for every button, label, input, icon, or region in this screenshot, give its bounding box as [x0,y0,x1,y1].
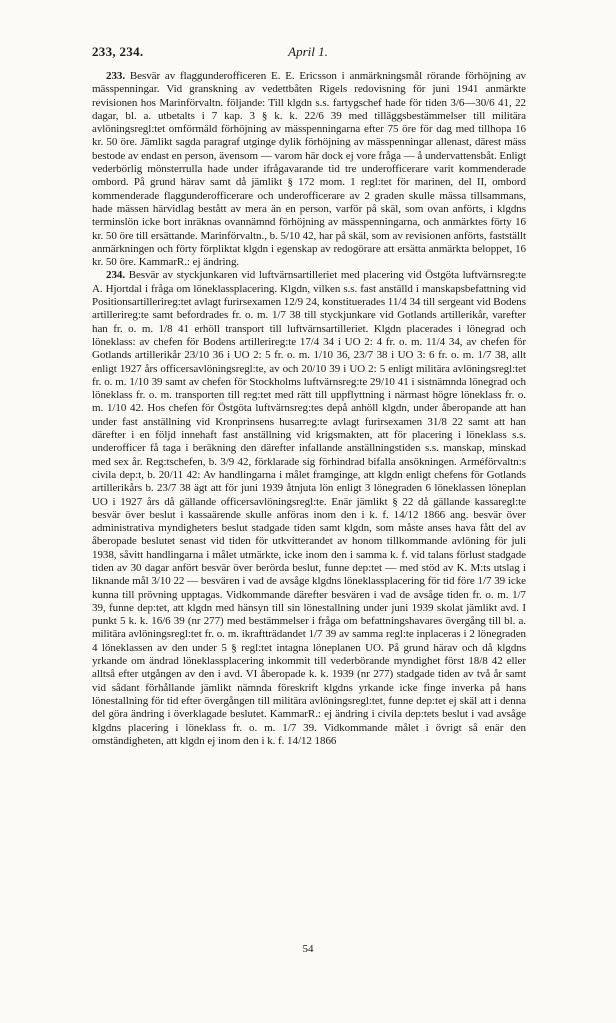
entry-234 [92,269,526,748]
section-numbers: 233, 234. [92,44,144,59]
page-header [92,44,524,62]
entry-number: 233. [106,70,126,82]
entry-233 [92,70,526,269]
entry-number: 234. [106,269,126,282]
entry-text: Besvär av flaggunderofficeren E. E. Ericsson i anmärkningsmål rörande förhöjning av mässpenningar. Vid granskning av vedettbåten Rigels redovisning för juni 1941 anmärkte revisionen hos Marinförvaltn. följande: Till klgdn s.s. fartygschef hade för tiden 3/6—30/6 41, 22 dagar, bl. a. utbetalts i 7 kap. 3 § k. k. 22/6 39 med tilläggsbestämmelser till militära avlöningsregl:tet omförmäld förhöjning av mässpenningarna efter 75 öre för dag med tillhopa 16 kr. 50 öre. Jämlikt sagda paragraf utginge dylik förhöjning av mässpenningar allenast, därest mäss bestode av endast en person, ävensom — varom här dock ej vore fråga — å undervattensbåt. Enligt vederbörlig mönsterrulla hade under ifrågavarande tid tre underofficerare varit kommenderade ombord. På grund härav samt då jämlikt § 172 mom. 1 regl:tet för marinen, del II, ombord kommenderade flaggunderofficerare och underofficerare av 2 graden skulle mässa tillsammans, hade mässen härvidlag bestått av mera än en person, varför på skäl, som ovan anförts, i klgdns terminslön icke bort inräknas ovannämnd förhöjning av mässpenningarna, och anmärktes förty 16 kr. 50 öre till ersättande. Marinförvaltn., b. 5/10 42, har på skäl, som av revisionen anförts, fastställt anmärkningen och förty förpliktat klgdn i egenskap av redogörare att ersätta anmärkta beloppet, 16 kr. 50 öre. KammarR.: ej ändring. [92,70,526,269]
entry-text: Besvär av styckjunkaren vid luftvärnsartilleriet med placering vid Östgöta luftvärnsreg:te A. Hjortdal i fråga om löneklassplacering. Klgdn, vilken s.s. fast anställd i manskapsbefattning vid Positionsartillerireg:tet avlagt furirsexamen 12/9 24, konstituerades 11/4 34 till sergeant vid Bodens artillerireg:te samt befordrades fr. o. m. 1/7 38 till styckjunkare vid Gotlands artillerikår, varefter han fr. o. m. 1/8 41 erhöll transport till luftvärnsartilleriet. Klgdn placerades i lönegrad och löneklass: av chefen för Bodens artillerireg:te 17/4 34 i UO 2: 4 fr. o. m. 11/4 34, av chefen för Gotlands artillerikår 23/10 36 i UO 2: 5 fr. o. m. 1/10 36, 23/7 38 i UO 3: 6 fr. o. m. 1/7 38, allt enligt 1927 års officersavlöningsregl:te, av och 20/10 39 i UO 2: 5 enligt militära avlöningsregl:tet fr. o. m. 1/10 39 samt av chefen för Stockholms luftvärnsreg:te 29/10 41 i sistnämnda lönegrad och löneklass fr. o. m. transporten till reg:tet med rätt till uppflyttning i närmast högre löneklass fr. o. m. 1/10 42. Hos chefen för Östgöta luftvärnsreg:tes depå anhöll klgdn, under åberopande att han under fast anställning vid Kronprinsens husarreg:te avlagt furirsexamen 31/8 22 samt att han därefter i en följd innehaft fast anställning vid krigsmakten, att för placering i löneklass s.s. underofficer få taga i beräkning den därefter infallande anställningstiden s.s. manskap, minskad med sex år. Reg:tschefen, b. 3/9 42, förklarade sig förhindrad bifalla ansökningen. Arméförvaltn:s civila dep:t, b. 20/11 42: Av handlingarna i målet framginge, att klgdn enligt chefens för Gotlands artillerikårs b. 23/7 38 ägt att för juni 1939 åtnjuta lön enligt 3 lönegraden 6 löneklassen löneplan UO i 1927 års då gällande officersavlöningsregl:te. Enär jämlikt § 22 då gällande kassaregl:te besvär över beslut i kassaärende skulle anföras inom den i k. f. 14/12 1866 ang. besvär över administrativa myndigheters beslut stadgade tiden samt klgdn, som måste anses hava fått del av åberopade beslutet senast vid tiden för utkvitterandet av honom tillkommande avlöning för juli 1938, såvitt handlingarna i målet utmärkte, icke inom den i samma k. f. vid talans förlust stadgade tiden av 30 dagar anfört besvär över berörda beslut, funne dep:tet — med stöd av K. M:ts utslag i liknande mål 3/10 22 — besvären i vad de avsåge klgdns löneklassplacering för tid före 1/7 39 icke kunna till prövning upptagas. Vidkommande därefter besvären i vad de avsåge tiden fr. o. m. 1/7 39, funne dep:tet, att klgdn med hänsyn till sin lönestallning under juni 1939 skolat jämlikt avd. I punkt 5 k. k. 16/6 39 (nr 277) med bestämmelser i fråga om befattningshavares övergång till bl. a. militära avlöningsregl:tet fr. o. m. ikraftträdandet 1/7 39 av samma regl:te inplaceras i 2 lönegraden 4 löneklassen av den under 5 § regl:tet intagna löneplanen UO. På grund härav och då klgdns yrkande om ändrad löneklassplacering inkommit till vederbörande myndighet först 18/8 42 eller alltså efter utgången av den i avd. VI åberopade k. k. 1939 (nr 277) stadgade tiden av två år samt vid sådant förhållande jämlikt nämnda föreskrift klgdns yrkande icke finge inverka på hans lönestallning för tid efter övergången till militära avlöningsregl:tet, funne dep:tet ej skäl att i denna del göra ändring i överklagade beslutet. KammarR.: ej ändring i civila dep:tets beslut i vad avsåge klgdns placering i löneklass fr. o. m. 1/7 39. Vidkommande målet i övrigt så enär den omständigheten, att klgdn ej inom den i k. f. 14/12 1866 [92,269,526,747]
page-body [92,70,526,748]
page-number: 54 [302,943,314,955]
running-title: April 1. [288,44,328,59]
